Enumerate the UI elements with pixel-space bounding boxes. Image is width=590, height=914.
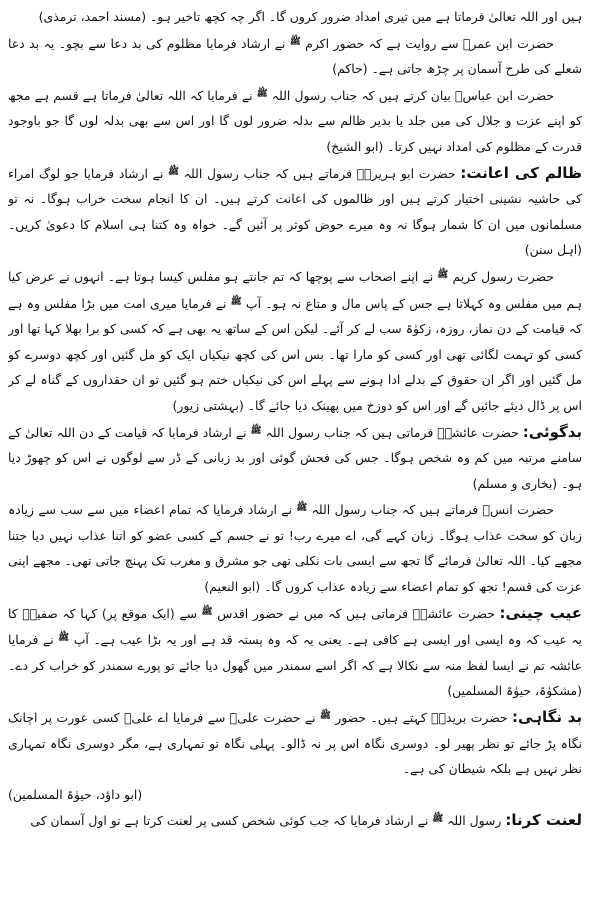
salla-glyph: ﷺ (437, 269, 449, 280)
salla-glyph: ﷺ (250, 425, 262, 436)
body-text: نے اپنے اصحاب سے پوچھا کہ تم جانتے ہو مفلس کیسا ہوتا ہے۔ انہوں نے عرض کیا ہم میں مفلس وہ کہلاتا ہے جس کے پاس مال و متاع نہ ہو۔ آپ (8, 268, 582, 311)
paragraph-3 (8, 82, 582, 160)
body-text: نے ارشاد فرمایا مظلوم کی بد دعا سے بچو۔ یہ بد دعا شعلے کی طرح آسمان پر چڑھ جاتی ہے۔ (8, 35, 582, 77)
section-heading: لعنت کرنا: (505, 811, 582, 830)
source-citation: (حاکم) (332, 61, 368, 77)
paragraph-2 (8, 30, 582, 82)
paragraph-6 (8, 419, 582, 497)
source-citation: (مشکوٰۃ، حیوٰۃ المسلمین) (447, 683, 582, 699)
salla-glyph: ﷺ (319, 711, 331, 722)
body-text: ہیں اور اللہ تعالیٰ فرماتا ہے میں تیری امداد ضرور کروں گا۔ اگر چہ کچھ تاخیر ہو۔ (146, 9, 582, 24)
body-text: حضرت بریدہؓ کہتے ہیں۔ حضور (330, 710, 513, 726)
source-citation: (بخاری و مسلم) (472, 475, 558, 491)
section-heading: بدگوئی: (522, 422, 582, 441)
body-text: حضرت رسول کریم (448, 268, 554, 284)
body-text: نے فرمایا میری امت میں بڑا مفلس وہ ہے کہ قیامت کے دن نماز، روزہ، زکوٰۃ سب لے کر آئے۔ لیکن اس کے ساتھ یہ بھی ہے کہ کسی کو برا بھلا کہا تھا اور کسی کو تہمت لگائی تھی اور کسی کو مارا تھا۔ بس اس کی کچھ نیکیاں ایک کو مل گئیں اور کچھ دوسرے کو مل گئیں اور اگر ان حقوق کے بدلے ادا ہونے سے پہلے اس کی نیکیاں ختم ہو گئیں تو ان حقداروں کے گناہ لے کر اس پر ڈال دیئے جائیں گے اور اس کو دوزخ میں پھینک دیا جائے گا۔ (8, 295, 582, 413)
body-text: سے (ایک موقع پر) کہا کہ صفیہؓ کا یہ عیب کہ وہ ایسی اور ایسی ہے کافی ہے۔ یعنی یہ کہ وہ پستہ قد ہے اور یہ بڑا عیب ہے۔ آپ (8, 605, 582, 648)
source-citation: (ابو الشیخ) (326, 138, 384, 154)
paragraph-1 (8, 4, 582, 30)
salla-glyph: ﷺ (296, 503, 308, 514)
body-text: نے ارشاد فرمایا کہ جب کوئی شخص کسی پر لعنت کرتا ہے تو اول آسمان کی (30, 813, 433, 829)
body-text: نے حضرت علیؓ سے فرمایا اے علیؓ کسی عورت پر اچانک نگاہ پڑ جائے تو نظر پھیر لو۔ دوسری نگاہ اس پر نہ ڈالو۔ پہلی نگاہ تو تمہاری ہے، مگر دوسری نگاہ تمہاری نظر نہیں ہے بلکہ شیطان کی ہے۔ (8, 710, 582, 777)
paragraph-10 (8, 807, 582, 834)
section-heading: ظالم کی اعانت: (460, 163, 582, 182)
salla-glyph: ﷺ (256, 88, 268, 99)
salla-glyph: ﷺ (168, 166, 179, 177)
book-page (8, 4, 582, 904)
salla-glyph: ﷺ (201, 606, 213, 617)
salla-glyph: ﷺ (230, 296, 242, 307)
paragraph-4 (8, 160, 582, 263)
body-text: حضرت عائشہؓ فرماتی ہیں کہ جناب رسول اللہ (261, 424, 523, 440)
body-text: رسول اللہ (443, 813, 506, 829)
section-heading: بد نگاہی: (512, 708, 582, 727)
body-text: نے ارشاد فرمایا کہ تمام اعضاء میں سے سب سے زیادہ زبان کو سخت عذاب ہوگا۔ زبان کہے گی، اے میرے رب! تو نے جسم کے کسی عضو کو اتنا عذاب نہیں دیا جتنا مجھے کیا۔ اللہ تعالیٰ فرمائے گا تجھ سے ایسی بات نکلی تھی جو مشرق و مغرب تک پہنچ جاتی تھی۔ مجھے اپنی عزت کی قسم! تجھ کو تمام اعضاء سے زیادہ عذاب کروں گا۔ (8, 502, 582, 595)
paragraph-8 (8, 600, 582, 704)
section-heading: عیب چینی: (499, 603, 582, 622)
source-citation: (بہشتی زیور) (172, 397, 244, 413)
source-citation: (ابو النعیم) (204, 579, 261, 595)
body-text: حضرت عائشہؓ فرماتی ہیں کہ میں نے حضور اقدس (212, 605, 500, 621)
body-text: نے ارشاد فرمایا جو لوگ امراء کی حاشیہ نشینی اختیار کرتے ہیں اور ظالموں کی اعانت کرتے ہیں۔ ان کا انجام سخت خراب ہوگا۔ نہ تو مسلمانوں میں ان کا شمار ہوگا نہ وہ میرے حوض کوثر پر آئیں گے۔ خواہ وہ کتنا ہی اسلام کا دعویٰ کریں۔ (8, 165, 582, 232)
salla-glyph: ﷺ (58, 633, 70, 644)
body-text: حضرت انسؓ فرماتے ہیں کہ جناب رسول اللہ (307, 502, 554, 518)
salla-glyph: ﷺ (289, 36, 301, 47)
salla-glyph: ﷺ (432, 814, 444, 825)
body-text: حضرت ابن عباسؓ بیان کرتے ہیں کہ جناب رسول اللہ (267, 87, 554, 103)
body-text: نے فرمایا کہ اللہ تعالیٰ فرماتا ہے قسم ہے مجھ کو اپنے عزت و جلال کی میں جلد یا بدیر ظالم سے بدلہ ضرور لوں گا اور اس سے بھی بدلہ لوں گا جو باوجود قدرت کے مظلوم کی امداد نہیں کرتا۔ (8, 87, 582, 154)
source-citation: (اہل سنن) (524, 242, 582, 258)
body-text: نے فرمایا عائشہ تم نے ایسا لفظ منہ سے نکالا ہے کہ اگر اسے سمندر میں گھول دیا جائے تو پورے سمندر کو خراب کر دے۔ (8, 632, 582, 673)
body-text: نے ارشاد فرمایا کہ قیامت کے دن اللہ تعالیٰ کے سامنے مرتبہ میں کم وہ شخص ہوگا۔ جس کی فحش گوئی اور بد زبانی کے ڈر سے لوگوں نے اس کو چھوڑ دیا ہو۔ (8, 424, 582, 491)
body-text: حضرت ابن عمرؓ سے روایت ہے کہ حضور اکرم (300, 35, 554, 51)
paragraph-9 (8, 704, 582, 807)
paragraph-5 (8, 263, 582, 419)
source-citation: (ابو داؤد، حیوٰۃ المسلمین) (8, 786, 143, 802)
paragraph-7 (8, 496, 582, 599)
body-text: حضرت ابو ہریرہؓ فرماتے ہیں کہ جناب رسول اللہ (178, 165, 461, 181)
source-citation: (مسند احمد، ترمذی) (38, 9, 147, 24)
